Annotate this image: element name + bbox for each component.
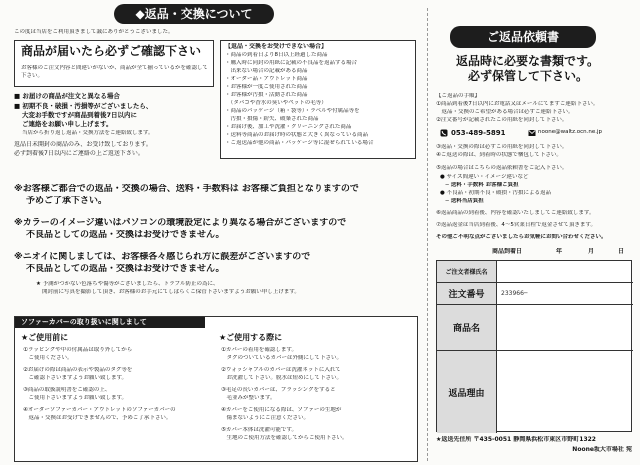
during-use-item: 傷まないようにご注意ください。 [221, 415, 310, 421]
address-label: ★返送先住所 [436, 436, 472, 443]
note-shipping-fee-2: 予めご了承下さい。 [26, 196, 108, 206]
phone-icon [440, 129, 448, 137]
list-item: ・ご返送品が他の商品・パッケージ等に混ぜられている場合 [225, 140, 374, 146]
form-reason-row [437, 351, 633, 433]
intro-line: この度は当店をご利用頂きまして誠にありがとうございました。 [14, 29, 174, 35]
list-item: ・商品の到着日より8日以上経過した商品 [225, 52, 328, 58]
before-use-item: ①ラッピングや中の付属品は取り外してから [23, 347, 133, 353]
step-5: ⑤返品の場合はこちらの返品依頼書をご記入下さい。 [436, 165, 568, 171]
step-6: ⑥返品商品の到着後、内容を確認いたしましてご連絡致します。 [436, 210, 595, 216]
defect-line-1: ■ 初期不良・破損・汚損等がございましたら、 [14, 102, 153, 110]
left-panel [6, 7, 422, 462]
before-use-item: ご使用ください。 [23, 355, 73, 361]
shipping-line-2: 必ず到着後7日以内にご連絡の上ご返送下さい。 [14, 150, 144, 157]
form-order-row [437, 283, 633, 305]
note-photo-2: 開封前に写真を撮影して頂き、お客様のお手元にてしばらくご保管下さいますようお願い申し上げます。 [42, 289, 300, 295]
mismatch-title: ■ お届けの商品が注文と異なる場合 [14, 92, 120, 100]
sofa-cover-box [14, 316, 418, 462]
email-address: noone@waltz.ocn.ne.jp [538, 129, 603, 135]
note-photo-1: ★ 予測がつかない色落ちや傷等がございましたら、トラブル防止の為に、 [36, 281, 219, 287]
before-use-item: ご確認下さいますようお願い致します。 [23, 375, 128, 381]
during-use-item: ③毛足の長いカバーは、ブラッシングをすると [221, 387, 336, 393]
step-4: ④ご返送の際は、到着時の状態で梱包して下さい。 [436, 152, 562, 158]
check-note: お客様のご注文内容と間違いがないか、商品が全て揃っているかを確認して下さい。 [21, 65, 209, 79]
check-box [14, 40, 214, 87]
before-use-item: ご使用下さいますようお願い致します。 [23, 395, 128, 401]
before-use-item: ④オーダーソファーカバー・アウトレットのソファーカバーの [23, 407, 176, 413]
day-label: 日 [618, 248, 625, 255]
address-line [436, 436, 632, 444]
reason-line: ● サイズ間違い・イメージ違いなど [440, 174, 529, 180]
sofa-header: ソファーカバーの取り扱いに関しまして [15, 317, 205, 328]
list-item: ・オーダー品・アウトレット商品 [225, 76, 308, 82]
address-value: 〒435-0051 静岡県浜松市東区市野町1322 [473, 436, 596, 443]
procedure-item: 返品・交換のご希望がある場合は必ずご連絡下さい。 [436, 109, 574, 115]
defect-line-3: ご連絡をお願い申し上げます。 [22, 120, 113, 128]
during-use-item: ①カバーの着用を確認します。 [221, 347, 297, 353]
email-icon [528, 129, 536, 137]
reason-line: ─ 送料・手数料 お客様ご負担 [440, 182, 519, 188]
check-title: 商品が届いたら必ずご確認下さい [21, 44, 202, 58]
arrival-label: 商品到着日 [492, 248, 523, 255]
form-item-label: 商品名 [437, 305, 497, 350]
form-name-row [437, 261, 633, 283]
shop-name: Noone坂大市場社 宛 [572, 446, 632, 453]
step-7: ⑦返品返金は当店到着後、4〜5営業日程で返金させて頂きます。 [436, 222, 596, 228]
step-3: ③返品・交換の際は必ずこの用紙を同封して下さい。 [436, 144, 568, 150]
contact-row [440, 126, 630, 140]
note-color-1: ※カラーのイメージ違いはパソコンの環境設定により異なる場合がございますので [14, 218, 347, 228]
must-keep-line-2: 必ず保管して下さい。 [468, 69, 589, 83]
during-use-title: ★ご使用する際に [219, 333, 283, 342]
procedure-item: ①商品到着後7日以内にお電話又はメールにてまずご連絡下さい。 [436, 101, 599, 107]
procedure-item: ②注文番号が記載されたこの用紙を同封して下さい。 [436, 117, 568, 123]
note-smell-1: ※ニオイに関しましては、お客様各々感じられ方に誤差がございますので [14, 252, 311, 262]
list-item: （タバコや香水の臭いやペットの毛等） [225, 100, 327, 106]
return-request-header: ご返品依頼書 [450, 26, 596, 48]
before-use-item: ②お届けの際は商品の表示や製品のタグ等を [23, 367, 133, 373]
list-item: ・お届け後、加工や洗濯・クリーニングされた商品 [225, 124, 352, 130]
list-item: ・お客様が汚損・活動された商品 [225, 92, 308, 98]
during-use-item: ④カバーをご使用になる際は、ソファーの生地が [221, 407, 342, 413]
during-use-item: ②ウォッシャブルのカバーは洗濯ネットに入れて [221, 367, 341, 373]
no-return-list-box [220, 40, 416, 159]
before-use-item: 返品・交換はお受けできませんので、予めご了承下さい。 [23, 415, 172, 421]
defect-line-4: 当店から折り返し返品・交換方法をご連絡致します。 [22, 130, 154, 136]
during-use-item: 生地のご使用方法を確認してからご使用下さい。 [221, 435, 348, 441]
fold-line [427, 8, 428, 461]
defect-line-2: 大変お手数ですが商品到着後7日以内に [22, 111, 138, 119]
contact-note: その他ご不明な点がございましたらお気軽にお問い合わせください。 [436, 234, 607, 240]
note-smell-2: 不良品としての返品・交換はお受けできません。 [26, 264, 225, 274]
list-title: 【返品・交換をお受けできない場合】 [225, 43, 328, 50]
during-use-item: ⑤カバー本体は洗濯可能です。 [221, 427, 297, 433]
form-order-value: 233966─ [501, 290, 528, 297]
year-label: 年 [556, 248, 563, 255]
list-item: ・商品のパッケージ（箱・袋等）・ラベルや付属品等を [225, 108, 360, 114]
reason-line: ─ 送料当店負担 [440, 198, 484, 204]
month-label: 月 [588, 248, 595, 255]
form-reason-label: 返品理由 [437, 351, 497, 433]
during-use-item: お洗濯して下さい。脱水は短めにして下さい。 [221, 375, 343, 381]
list-item: 出来ない場合の記載がある商品 [225, 68, 308, 74]
before-use-title: ★ご使用前に [21, 333, 69, 342]
list-item: ・お客様が一度ご使用された商品 [225, 84, 308, 90]
procedure-title: 【ご返品の手順】 [436, 93, 481, 99]
phone-number: 053-489-5891 [451, 129, 506, 137]
arrival-date-row [492, 246, 632, 258]
form-item-row [437, 305, 633, 351]
list-item: ・購入時に同封の用紙に記載の不良品を返品する場合 [225, 60, 358, 66]
form-order-label: 注文番号 [437, 283, 497, 304]
return-form [436, 260, 632, 432]
right-panel [432, 20, 636, 462]
during-use-item: 毛並みが整います。 [221, 395, 276, 401]
during-use-item: タグのついているカバーは外側にして下さい。 [221, 355, 343, 361]
must-keep-line-1: 返品時に必要な書類です。 [456, 54, 600, 68]
returns-header: ◆返品・交換について [114, 4, 274, 24]
list-item: 汚損・損傷・紛失、破棄された商品 [225, 116, 319, 122]
reason-line: ● 不良品・初期不良・破損・汚損による返品 [440, 190, 552, 196]
before-use-item: ③商品の取扱説明書をご確認の上、 [23, 387, 111, 393]
shipping-line-1: 返品日未開封の商品のみ、お受け致しております。 [14, 141, 152, 148]
note-color-2: 不良品としての返品・交換はお受けできません。 [26, 230, 225, 240]
form-name-label: ご注文者様氏名 [437, 261, 497, 282]
list-item: ・送料等商品のお届け時の状態と大きく異なっている商品 [225, 132, 369, 138]
note-shipping-fee-1: ※お客様ご都合での返品・交換の場合、送料・手数料は お客様ご負担となりますので [14, 184, 359, 194]
